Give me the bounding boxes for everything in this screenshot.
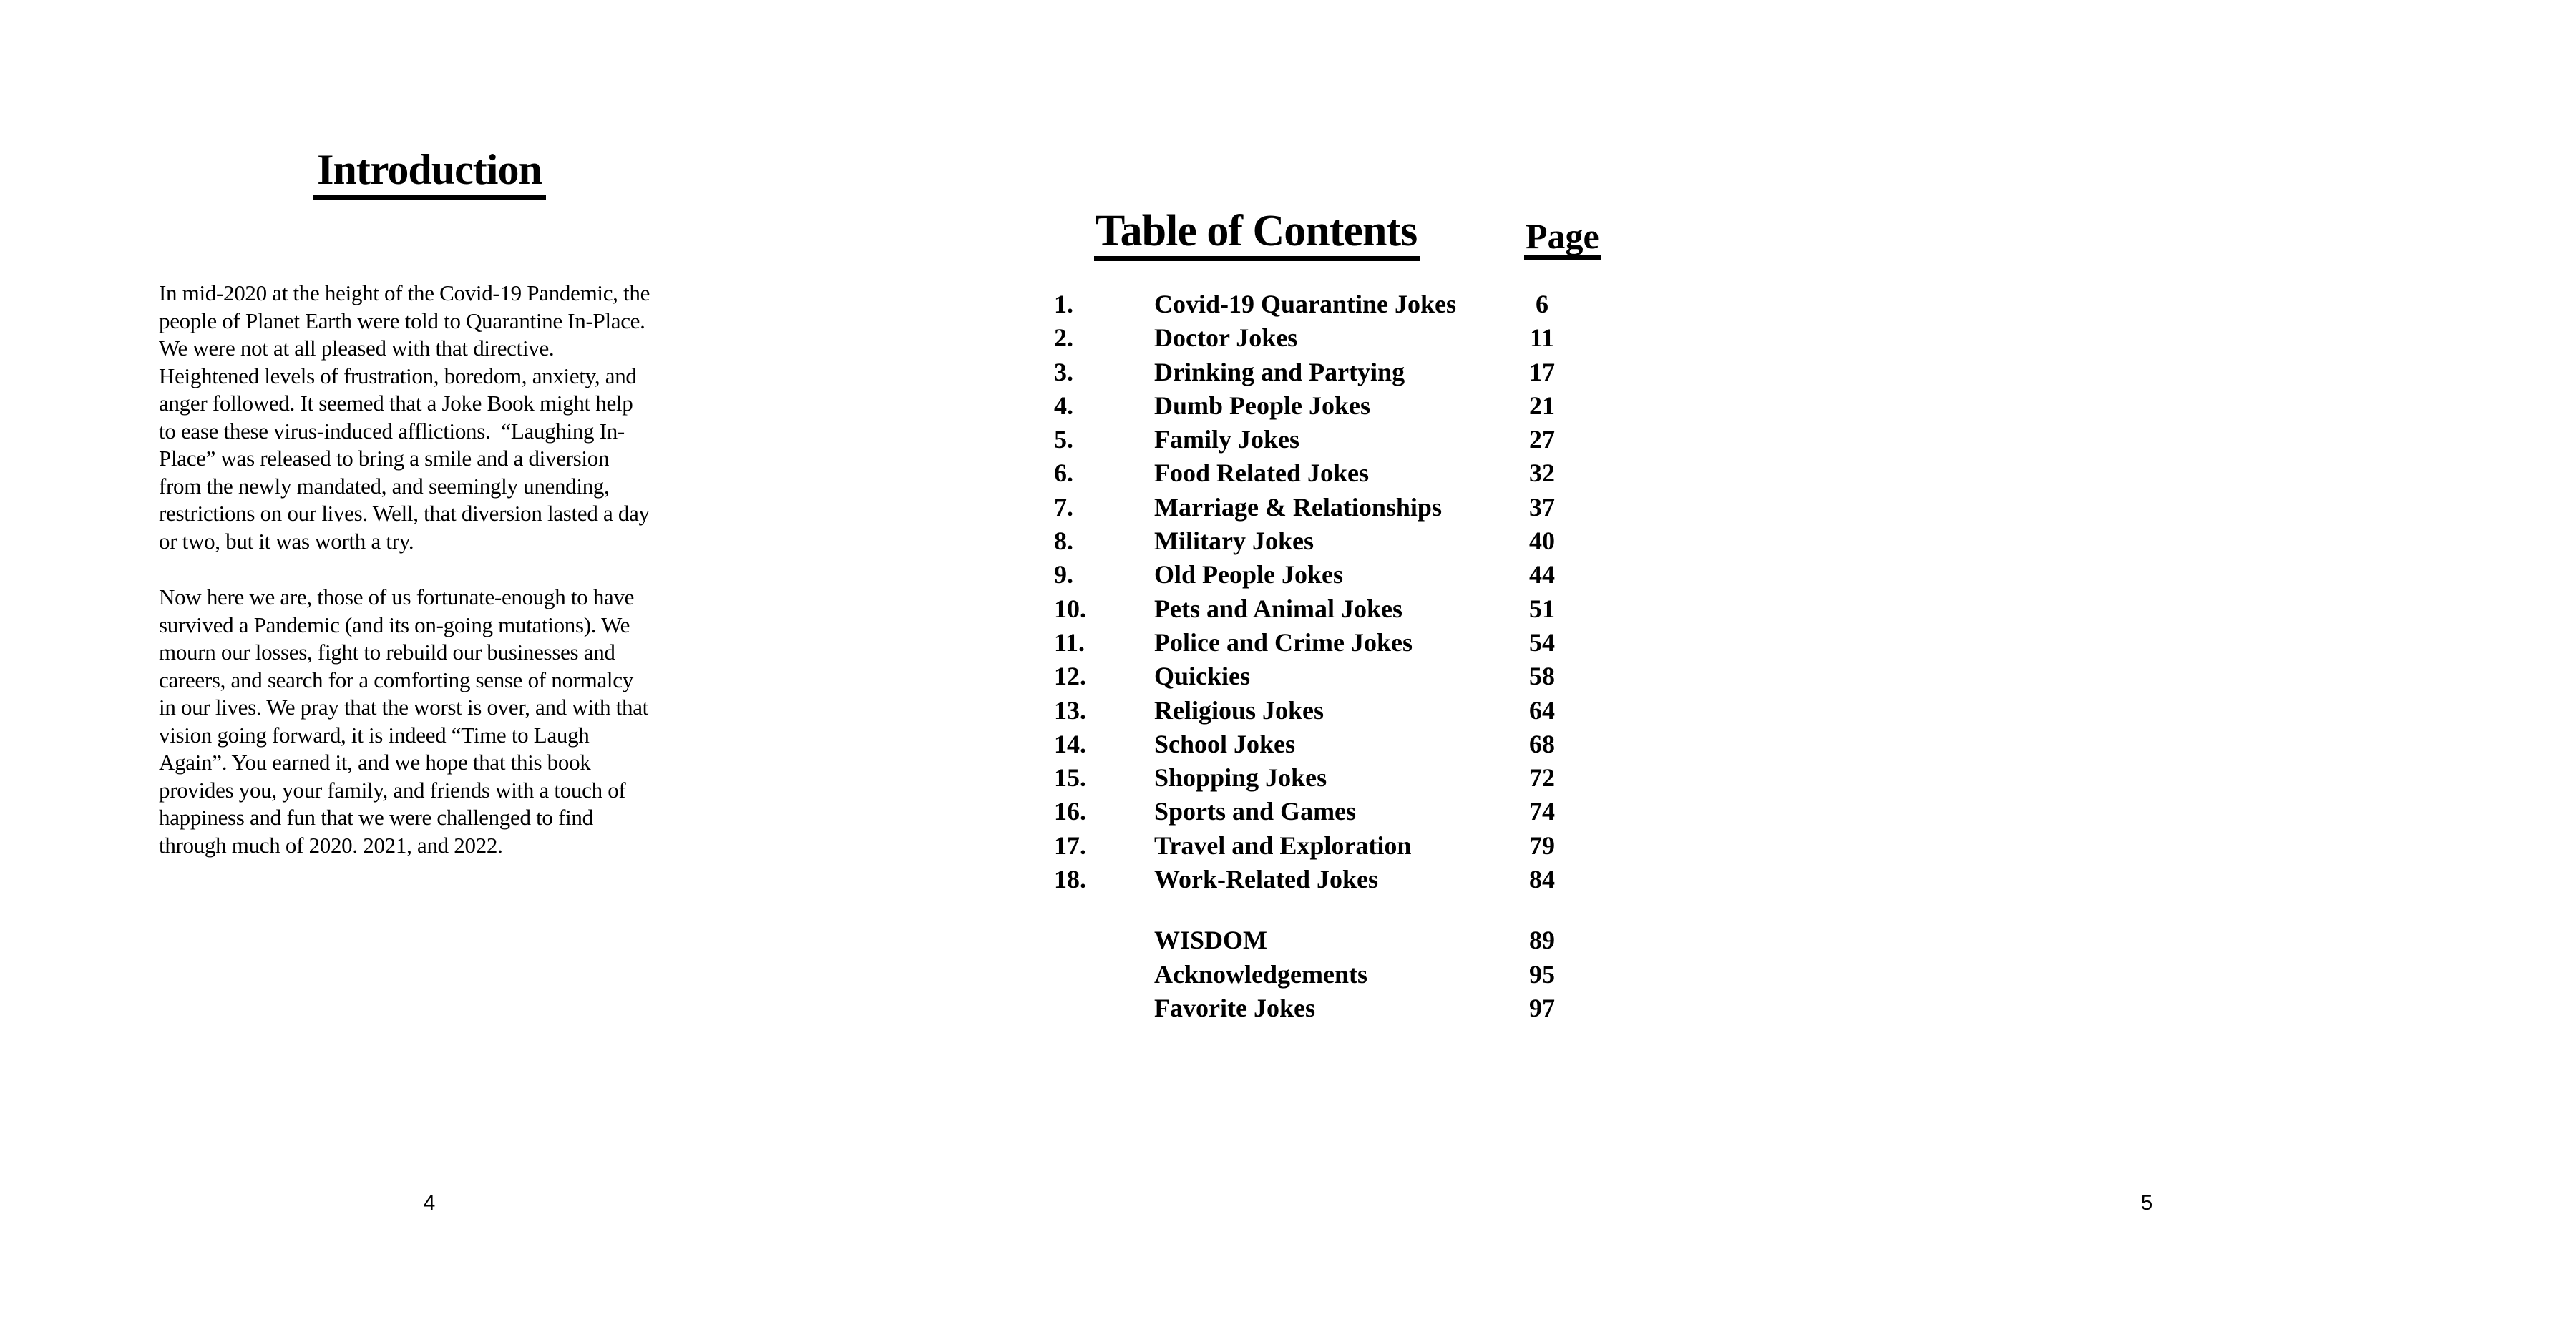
paragraph-line: Place” was released to bring a smile and a diversion (159, 446, 610, 471)
right-page-number: 5 (2140, 1191, 2153, 1215)
toc-row-label: Shopping Jokes (1154, 763, 1327, 793)
toc-row-number: 6. (1054, 459, 1073, 488)
toc-row-label: Religious Jokes (1154, 695, 1324, 725)
paragraph-line: In mid-2020 at the height of the Covid-19 Pandemic, the (159, 280, 650, 305)
toc-row-page: 95 (1529, 959, 1555, 989)
toc-row-label: Marriage & Relationships (1154, 492, 1442, 522)
toc-row-page: 40 (1529, 527, 1555, 556)
paragraph-line: vision going forward, it is indeed “Time to Laugh (159, 722, 590, 748)
toc-row (1002, 728, 1646, 761)
toc-row-page: 51 (1529, 594, 1555, 623)
toc-row-page: 74 (1529, 797, 1555, 826)
toc-row (1002, 592, 1646, 626)
toc-row-label: Family Jokes (1154, 425, 1299, 454)
toc-row-page: 89 (1529, 926, 1555, 955)
toc-row (1002, 924, 1646, 957)
paragraph-line: Again”. You earned it, and we hope that this book (159, 750, 591, 775)
toc-row-number: 11. (1054, 627, 1085, 657)
paragraph-line: in our lives. We pray that the worst is over, and with that (159, 695, 648, 720)
paragraph-line: happiness and fun that we were challenged to find (159, 805, 593, 830)
toc-row-label: Old People Jokes (1154, 560, 1344, 589)
toc-row-label: Doctor Jokes (1154, 323, 1298, 353)
toc-row (1002, 321, 1646, 355)
toc-row (1002, 423, 1646, 456)
toc-row (1002, 558, 1646, 592)
right-page (859, 0, 2153, 1327)
toc-row-label: Food Related Jokes (1154, 459, 1369, 488)
toc-row (1002, 761, 1646, 795)
toc-row-label: Dumb People Jokes (1154, 391, 1371, 420)
toc-row-number: 15. (1054, 763, 1086, 793)
toc-row-label: Pets and Animal Jokes (1154, 594, 1403, 623)
toc-row-label: Favorite Jokes (1154, 993, 1315, 1022)
paragraph-line: We were not at all pleased with that directive. (159, 336, 555, 361)
paragraph-line: restrictions on our lives. Well, that diversion lasted a day (159, 501, 650, 526)
toc-row (1002, 694, 1646, 728)
toc-row-number: 17. (1054, 831, 1086, 860)
toc-row (1002, 456, 1646, 490)
toc-row (1002, 829, 1646, 863)
toc-row-page: 54 (1529, 627, 1555, 657)
toc-row-page: 84 (1529, 865, 1555, 894)
toc-row (1002, 991, 1646, 1025)
intro-paragraphs (159, 280, 731, 859)
left-page (0, 0, 859, 1327)
toc-title: Table of Contents (1094, 209, 1420, 261)
toc-list (1002, 288, 1646, 1025)
toc-row-label: Drinking and Partying (1154, 357, 1405, 386)
toc-row-label: Sports and Games (1154, 797, 1357, 826)
toc-row-page: 58 (1529, 662, 1555, 691)
toc-row-page: 37 (1529, 492, 1555, 522)
toc-row-page: 72 (1529, 763, 1555, 793)
toc-extra-items (1002, 924, 1646, 1025)
toc-row-number: 9. (1054, 560, 1073, 589)
toc-row-label: WISDOM (1154, 926, 1268, 955)
paragraph-line: provides you, your family, and friends with a touch of (159, 777, 626, 803)
toc-row (1002, 795, 1646, 828)
toc-row-page: 64 (1529, 695, 1555, 725)
toc-row-page: 6 (1536, 290, 1548, 318)
toc-row-label: Travel and Exploration (1154, 831, 1412, 860)
left-page-number: 4 (423, 1191, 436, 1215)
toc-row (1002, 356, 1646, 389)
toc-row (1002, 491, 1646, 524)
intro-paragraph (159, 280, 731, 555)
toc-row-number: 5. (1054, 425, 1073, 454)
toc-row-label: Acknowledgements (1154, 959, 1367, 989)
toc-row-number: 10. (1054, 594, 1086, 623)
toc-row-label: Covid-19 Quarantine Jokes (1154, 290, 1457, 318)
intro-paragraph (159, 584, 731, 859)
toc-row (1002, 958, 1646, 991)
toc-row-number: 1. (1054, 290, 1073, 318)
toc-row-page: 79 (1529, 831, 1555, 860)
intro-title-wrap (0, 147, 859, 200)
toc-row-page: 21 (1529, 391, 1555, 420)
paragraph-line: mourn our losses, fight to rebuild our businesses and (159, 640, 615, 665)
toc-row (1002, 626, 1646, 660)
toc-row-page: 17 (1529, 357, 1555, 386)
toc-row-page: 32 (1529, 459, 1555, 488)
toc-row-number: 3. (1054, 357, 1073, 386)
toc-row-number: 2. (1054, 323, 1073, 353)
toc-row (1002, 524, 1646, 558)
paragraph-line: anger followed. It seemed that a Joke Book might help (159, 391, 633, 416)
toc-row-number: 8. (1054, 527, 1073, 556)
toc-row-page: 27 (1529, 425, 1555, 454)
paragraph-line: Heightened levels of frustration, boredom, anxiety, and (159, 363, 637, 388)
toc-row-number: 14. (1054, 729, 1086, 758)
paragraph-line: careers, and search for a comforting sense of normalcy (159, 667, 633, 692)
toc-row (1002, 288, 1646, 321)
toc-row-label: Military Jokes (1154, 527, 1314, 556)
toc-row-page: 44 (1529, 560, 1555, 589)
toc-row-label: Quickies (1154, 662, 1251, 691)
toc-row-page: 11 (1529, 323, 1554, 353)
toc-row (1002, 863, 1646, 896)
toc-row-label: Work-Related Jokes (1154, 865, 1378, 894)
paragraph-line: or two, but it was worth a try. (159, 528, 414, 554)
toc-row-number: 13. (1054, 695, 1086, 725)
paragraph-line: Now here we are, those of us fortunate-enough to have (159, 584, 635, 609)
page-column-header: Page (1524, 218, 1601, 260)
toc-row-number: 18. (1054, 865, 1086, 894)
paragraph-line: to ease these virus-induced afflictions. “Laughing In- (159, 418, 625, 444)
toc-main-items (1002, 288, 1646, 896)
toc-row-label: Police and Crime Jokes (1154, 627, 1413, 657)
toc-row-page: 68 (1529, 729, 1555, 758)
toc-row-number: 7. (1054, 492, 1073, 522)
toc-row (1002, 660, 1646, 693)
toc-row-number: 4. (1054, 391, 1073, 420)
toc-row-number: 16. (1054, 797, 1086, 826)
paragraph-line: from the newly mandated, and seemingly unending, (159, 473, 610, 499)
intro-title: Introduction (313, 147, 546, 200)
toc-row-page: 97 (1529, 993, 1555, 1022)
toc-row-number: 12. (1054, 662, 1086, 691)
toc-row (1002, 389, 1646, 423)
paragraph-line: through much of 2020. 2021, and 2022. (159, 832, 503, 858)
toc-row-label: School Jokes (1154, 729, 1296, 758)
paragraph-line: people of Planet Earth were told to Quarantine In-Place. (159, 308, 645, 333)
paragraph-line: survived a Pandemic (and its on-going mutations). We (159, 612, 630, 637)
